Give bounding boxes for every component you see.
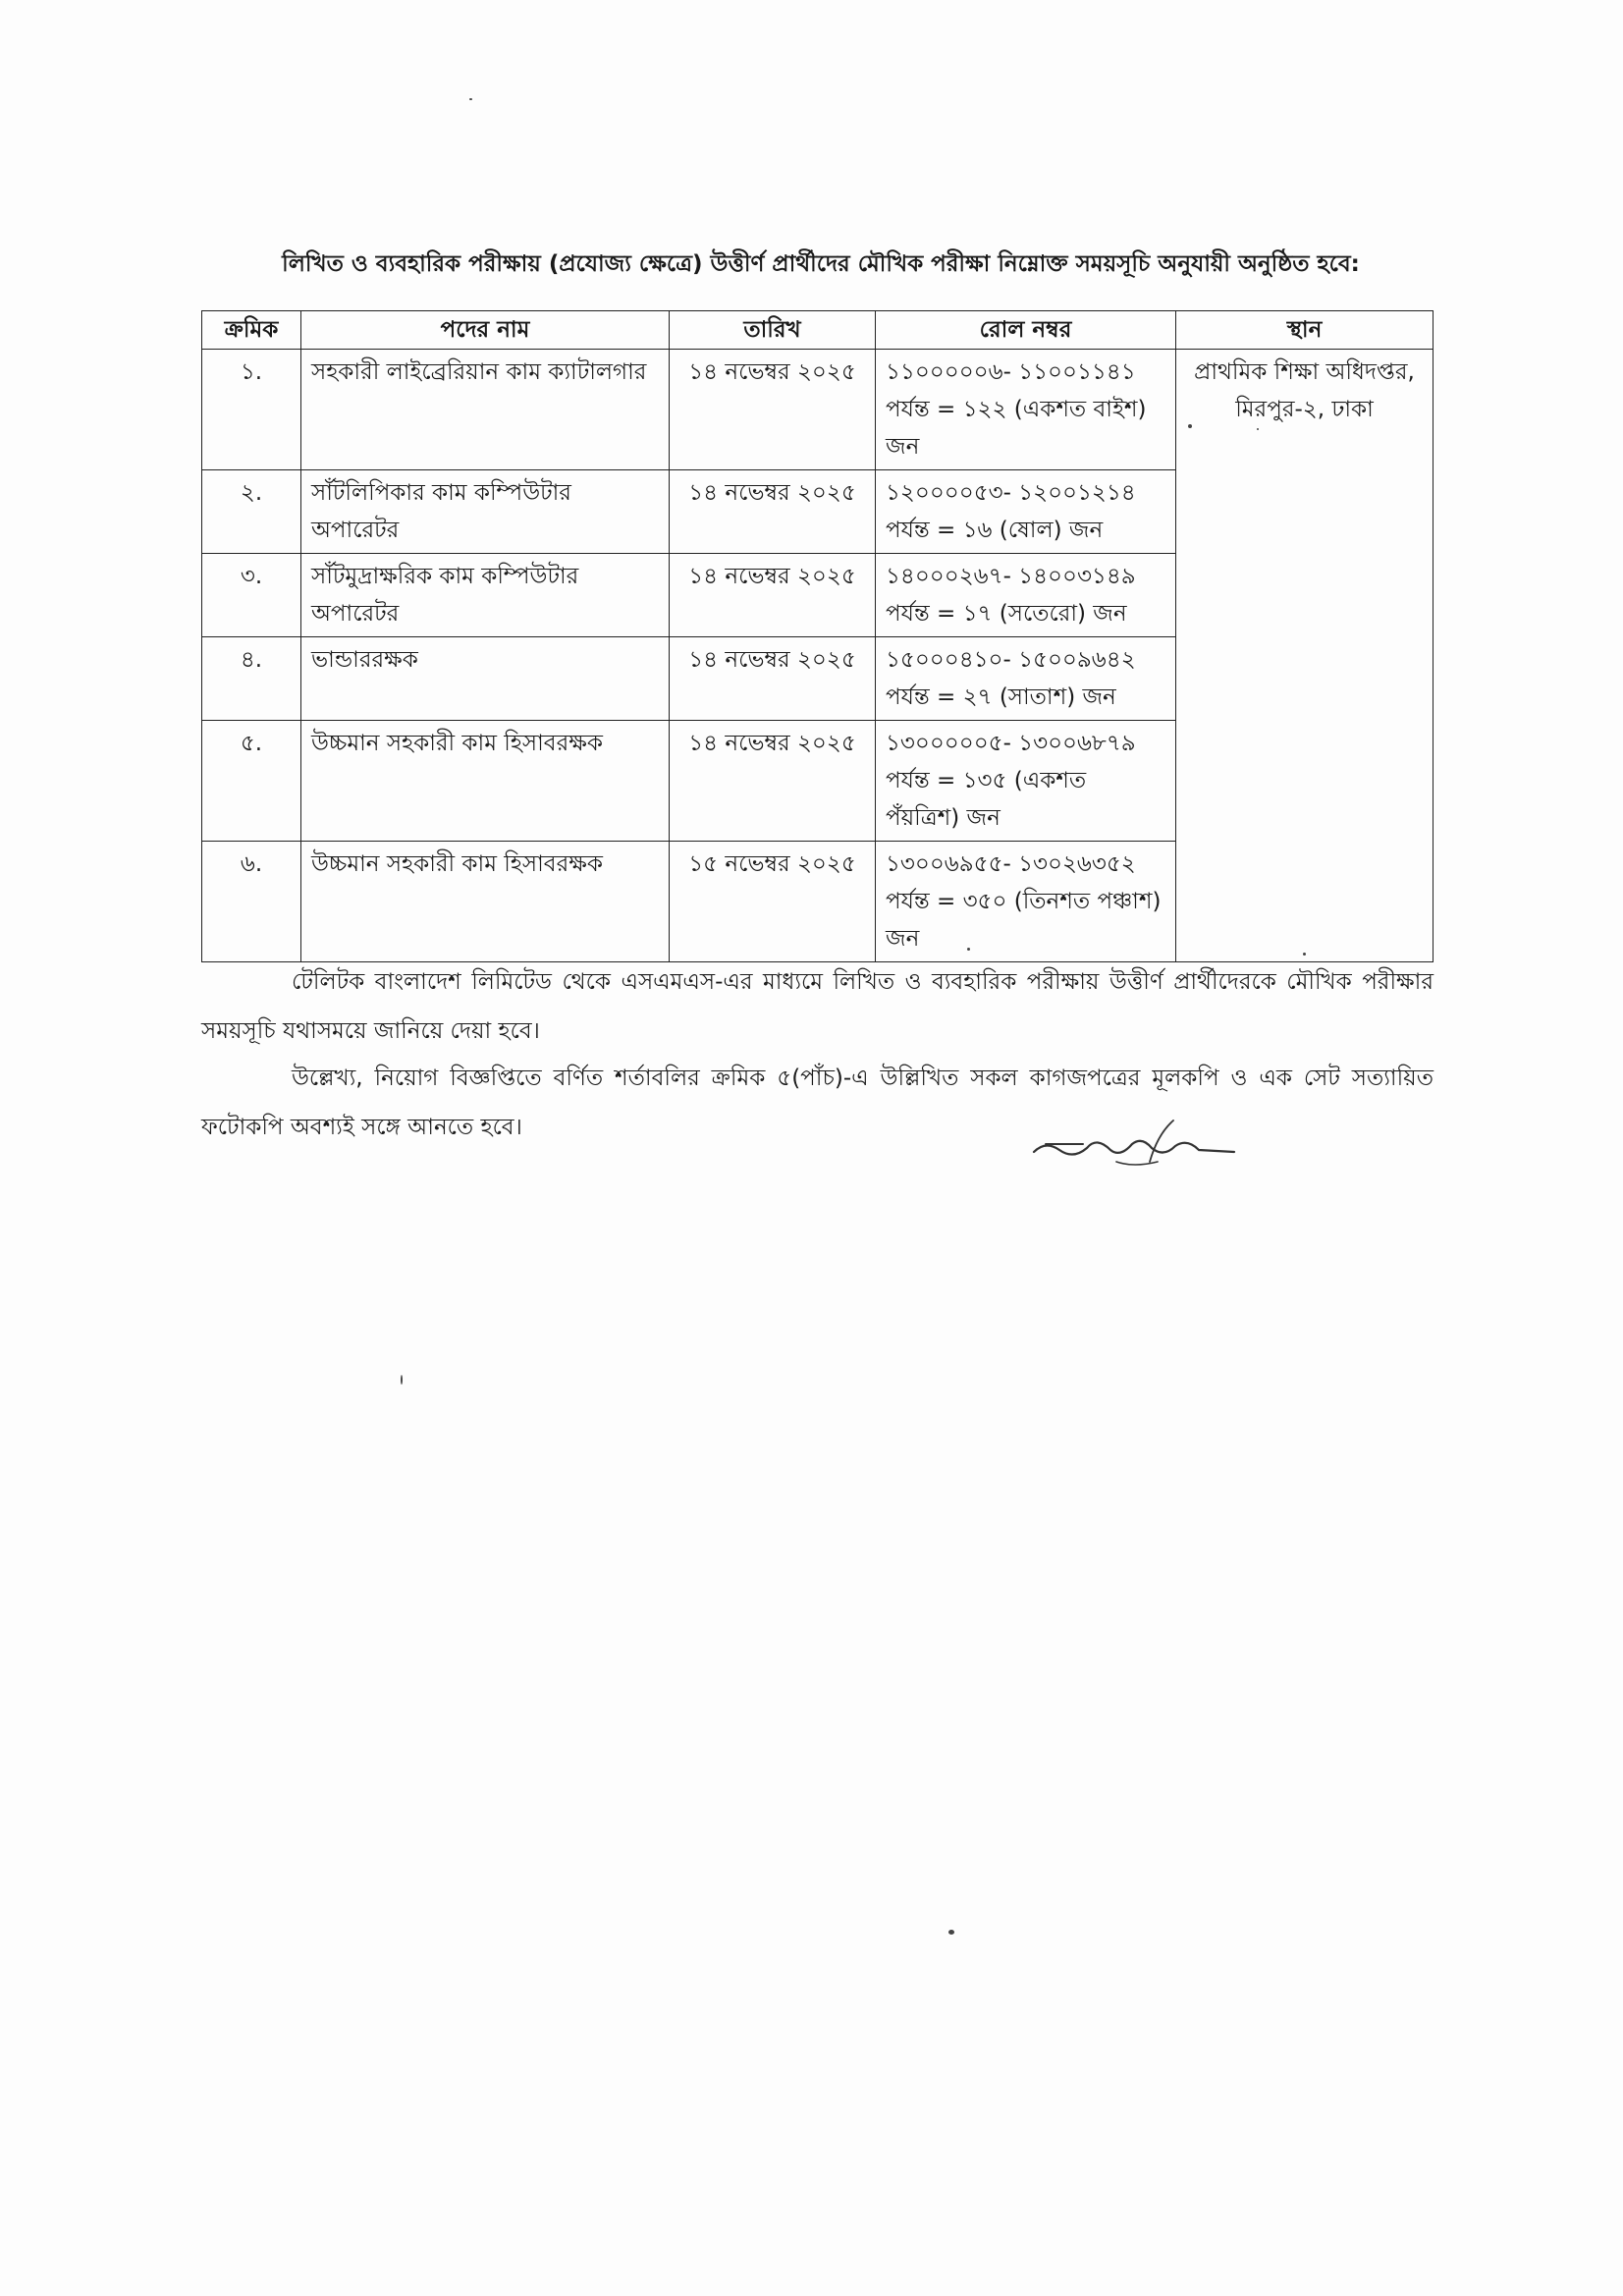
scan-speck <box>967 948 970 951</box>
signature-mark <box>1026 1115 1242 1174</box>
cell-date: ১৪ নভেম্বর ২০২৫ <box>670 637 876 721</box>
scan-speck <box>401 1375 403 1385</box>
cell-serial: ৪. <box>202 637 301 721</box>
cell-serial: ৩. <box>202 554 301 637</box>
scan-speck <box>1188 424 1192 428</box>
cell-serial: ৬. <box>202 842 301 962</box>
cell-roll: ১৩০০০০০৫- ১৩০০৬৮৭৯ পর্যন্ত = ১৩৫ (একশত পঁয়ত্রিশ) জন <box>876 721 1176 842</box>
documents-notice-paragraph <box>201 1054 1434 1152</box>
paragraph-text: টেলিটক বাংলাদেশ লিমিটেড থেকে এসএমএস-এর মাধ্যমে লিখিত ও ব্যবহারিক পরীক্ষায় উত্তীর্ণ প্রার্থীদেরকে মৌখিক পরীক্ষার সময়সূচি যথাসময়ে জানিয়ে দেয়া হবে। <box>201 969 1434 1044</box>
cell-post: সহকারী লাইব্রেরিয়ান কাম ক্যাটালগার <box>301 350 670 470</box>
viva-schedule-table <box>201 310 1434 962</box>
cell-roll: ১৩০০৬৯৫৫- ১৩০২৬৩৫২ পর্যন্ত = ৩৫০ (তিনশত পঞ্চাশ) জন <box>876 842 1176 962</box>
scan-speck <box>469 98 472 100</box>
cell-post: ভান্ডাররক্ষক <box>301 637 670 721</box>
header-date: তারিখ <box>670 311 876 350</box>
cell-serial: ২. <box>202 470 301 554</box>
cell-roll: ১১০০০০০৬- ১১০০১১৪১ পর্যন্ত = ১২২ (একশত বাইশ) জন <box>876 350 1176 470</box>
cell-post: উচ্চমান সহকারী কাম হিসাবরক্ষক <box>301 721 670 842</box>
cell-serial: ৫. <box>202 721 301 842</box>
cell-post: সাঁটলিপিকার কাম কম্পিউটার অপারেটর <box>301 470 670 554</box>
scan-speck <box>948 1930 954 1935</box>
cell-roll: ১৪০০০২৬৭- ১৪০০৩১৪৯ পর্যন্ত = ১৭ (সতেরো) জন <box>876 554 1176 637</box>
paragraph-text: উল্লেখ্য, নিয়োগ বিজ্ঞপ্তিতে বর্ণিত শর্তাবলির ক্রমিক ৫(পাঁচ)-এ উল্লিখিত সকল কাগজপত্রের মূলকপি ও এক সেট সত্যায়িত ফটোকপি অবশ্যই সঙ্গে আনতে হবে। <box>201 1066 1434 1140</box>
header-post-name: পদের নাম <box>301 311 670 350</box>
cell-venue: প্রাথমিক শিক্ষা অধিদপ্তর, মিরপুর-২, ঢাকা <box>1176 350 1434 962</box>
cell-roll: ১৫০০০৪১০- ১৫০০৯৬৪২ পর্যন্ত = ২৭ (সাতাশ) জন <box>876 637 1176 721</box>
cell-date: ১৫ নভেম্বর ২০২৫ <box>670 842 876 962</box>
cell-date: ১৪ নভেম্বর ২০২৫ <box>670 470 876 554</box>
cell-serial: ১. <box>202 350 301 470</box>
cell-post: সাঁটমুদ্রাক্ষরিক কাম কম্পিউটার অপারেটর <box>301 554 670 637</box>
table-row <box>202 350 1434 470</box>
scan-speck <box>1257 428 1259 430</box>
scan-speck <box>1303 953 1306 956</box>
cell-date: ১৪ নভেম্বর ২০২৫ <box>670 721 876 842</box>
cell-roll: ১২০০০০৫৩- ১২০০১২১৪ পর্যন্ত = ১৬ (ষোল) জন <box>876 470 1176 554</box>
header-serial: ক্রমিক <box>202 311 301 350</box>
cell-post: উচ্চমান সহকারী কাম হিসাবরক্ষক <box>301 842 670 962</box>
table-header-row <box>202 311 1434 350</box>
notice-heading: লিখিত ও ব্যবহারিক পরীক্ষায় (প্রযোজ্য ক্ষেত্রে) উত্তীর্ণ প্রার্থীদের মৌখিক পরীক্ষা নিম্নোক্ত সময়সূচি অনুযায়ী অনুষ্ঠিত হবে: <box>282 251 1360 277</box>
sms-notice-paragraph <box>201 957 1434 1056</box>
header-venue: স্থান <box>1176 311 1434 350</box>
cell-date: ১৪ নভেম্বর ২০২৫ <box>670 350 876 470</box>
header-roll-number: রোল নম্বর <box>876 311 1176 350</box>
cell-date: ১৪ নভেম্বর ২০২৫ <box>670 554 876 637</box>
